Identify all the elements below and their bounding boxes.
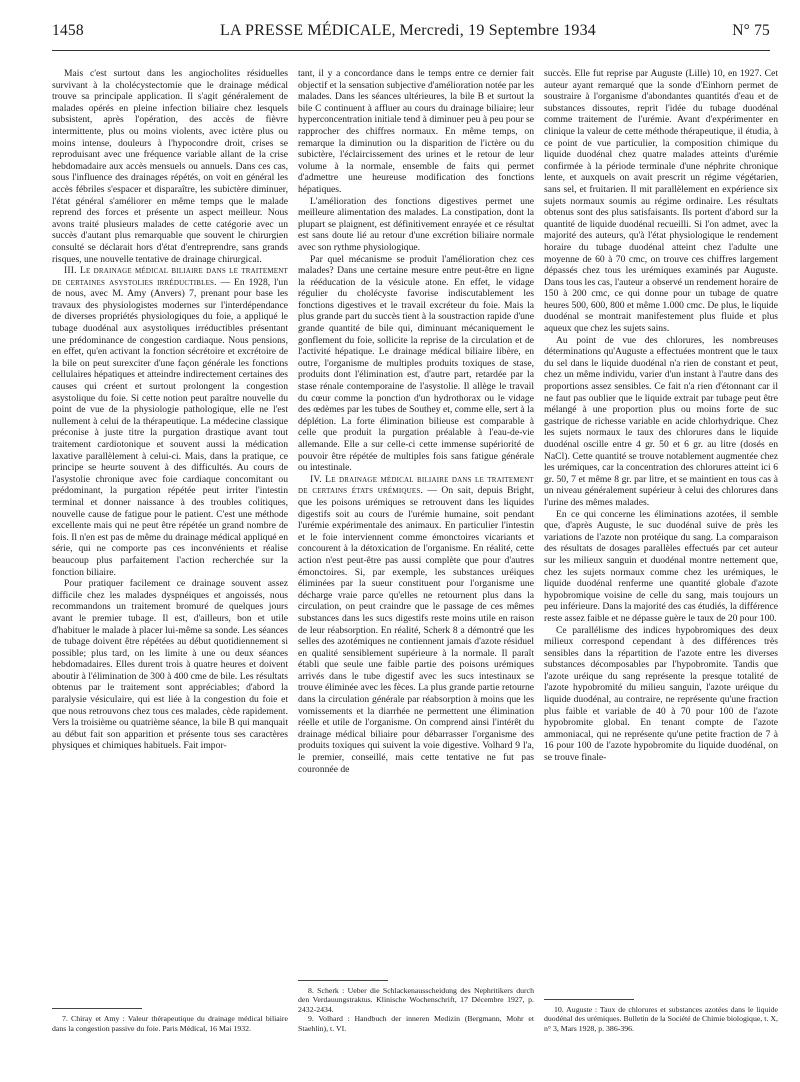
journal-name: LA PRESSE MÉDICALE [220,22,392,39]
paragraph [544,509,778,625]
column-2-text [298,68,534,988]
footnote: 10. Auguste : Taux de chlorures et substances azotées dans le liquide duodénal des urémiques. Bulletin de la Société de Chimie biologique, t. X, n° 3, Mars 1928, p. 386-396. [544,1004,778,1033]
column-3-text [544,68,778,988]
footnote: 8. Scherk : Ueber die Schlackenausscheidung des Nephritikers durch den Verdauungstraktus. Klinische Wochenschrift, 17 Décembre 1927, p. 2432-2434. [298,985,534,1014]
column-2 [298,68,534,1033]
paragraph [52,265,288,578]
paragraph-text: — On sait, depuis Bright, que les poisons urémiques se retrouvent dans les liquides digestifs soit au cours de l'urémie humaine, soit pendant l'urémie expérimentale des animaux. En particulier l'intestin et le foie interviennent comme émonctoires vicariants et concourent à la détoxication de l'organisme. En réalité, cette action n'est peut-être pas aussi complète que pour d'autres émonctoires. Si, par exemple, les substances uréiques éliminées par la sueur constituent pour l'organisme une décharge vraie parce qu'elles ne retournent plus dans la circulation, on peut craindre que le passage de ces mêmes substances dans les sucs digestifs reste moins utile en raison de leur réabsorption. En réalité, Scherk 8 a démontré que les selles des azotémiques ne contiennent jamais d'azote résiduel en qualité sensiblement supérieure à la normale. Il paraît établi que seule une faible partie des poisons urémiques arrivés dans le tube digestif avec les sucs intestinaux se trouve éliminée avec les fèces. La plus grande partie retourne dans la circulation générale par réabsorption à moins que les vomissements et la diarrhée ne permettent une élimination réelle et utile de l'organisme. On comprend ainsi l'intérêt du drainage médical biliaire pour débarrasser l'organisme des produits toxiques qui suivent la voie digestive. Volhard 9 l'a, le premier, conseillé, mais cette tentative ne fut pas couronnée de [298,485,534,775]
section-heading: IV. Le drainage médical biliaire dans le traitement de certains états urémiques. [298,473,534,497]
footnote: 9. Volhard : Handbuch der inneren Medizin (Bergmann, Mohr et Staehlin), t. VI. [298,1014,534,1033]
section-heading: III. Le drainage médical biliaire dans le traitement de certaines asystolies irréductibles. [52,265,288,288]
page-header [52,22,770,46]
paragraph [544,625,778,764]
paragraph [298,196,534,254]
issue-number: N° 75 [732,22,770,39]
paragraph-text: — En 1928, l'un de nous, avec M. Amy (Anvers) 7, prenant pour base les travaux des physiologistes modernes sur l'interdépendance de diverses propriétés physiologiques du foie, a appliqué le tubage duodénal aux asystoliques irréductibles présentant une prédominance de congestion cardiaque. Nous pensions, en effet, qu'en activant la fonction sécrétoire et excrétoire de la bile on peut surexciter d'une façon générale les fonctions cellulaires hépatiques et atteindre indirectement certaines des causes qui créent et surtout prolongent la congestion asystolique du foie. Si cette notion peut paraître nouvelle du point de vue de la physiologie pathologique, elle ne l'est nullement à celui de la thérapeutique. La médecine classique préconise à juste titre la purgation drastique avant tout traitement cardiotonique et souvent aussi la médication laxative parallèlement à celui-ci. Mais, dans la pratique, ce principe se heurte souvent à des difficultés. Au cours de l'asystolie chronique avec foie cardiaque concomitant ou prédominant, la purgation répétée peut irriter l'intestin terminal et donner naissance à des troubles colitiques, nouvelle cause de fatigue pour le patient. C'est une méthode excellente mais qui ne peut être répétée un grand nombre de fois. Il n'en est pas de même du drainage médical appliqué en série, qui ne comporte pas ces inconvénients et réalise beaucoup plus parfaitement l'action recherchée sur la fonction biliaire. [52,276,288,578]
header-rule [52,50,770,51]
column-1-footnotes [52,1008,288,1033]
issue-date: Mercredi, 19 Septembre 1934 [399,22,597,39]
footnote: 7. Chiray et Amy : Valeur thérapeutique du drainage médical biliaire dans la congestion passive du foie. Paris Médical, 16 Mai 1932. [52,1014,288,1033]
paragraph [52,578,288,752]
paragraph-text: Au point de vue des chlorures, les nombreuses déterminations qu'Auguste a effectuées montrent que le taux du sel dans le liquide duodénal n'a rien de constant et peut, chez un même individu, varier d'un instant à l'autre dans des proportions assez sensibles. Ce fait n'a rien d'étonnant car il ne faut pas oublier que le liquide extrait par tubage peut être mélangé à une proportion plus ou moins forte de suc gastrique de richesse variable en acide chlorhydrique. Chez les sujets normaux le taux des chlorures dans le liquide duodénal oscille entre 4 gr. 50 et 6 gr. au litre (dosés en NaCl). Cette quantité se trouve notablement augmentée chez les urémiques, car la concentration des chlorures atteint ici 6 gr. 50, 7 et même 8 gr. par litre, et se maintient en tous cas à un niveau généralement supérieur à celui des chlorures dans l'urine des mêmes malades. [544,334,778,508]
paragraph-text: tant, il y a concordance dans le temps entre ce dernier fait objectif et la sensation subjective d'amélioration notée par les malades. Dans les séances ultérieures, la bile B et surtout la bile C continuent à affluer au cours du drainage biliaire; leur hyperconcentration initiale tend à diminuer peu à peu pour se rapprocher des chiffres normaux. En même temps, on remarque la diminution ou la disparition de l'ictère ou du subictère, l'éclaircissement des urines et le retour de leur volume à la normale, ensemble de faits qui permet d'admettre une heureuse modification des fonctions hépatiques. [298,68,534,195]
paragraph-text: succès. Elle fut reprise par Auguste (Lille) 10, en 1927. Cet auteur ayant remarqué que la sonde d'Einhorn permet de soustraire à l'organisme d'abondantes quantités d'eau et de substances dissoutes, reprit l'idée du tubage duodénal comme traitement de l'urémie. Avant d'expérimenter en clinique la valeur de cette méthode thérapeutique, il étudia, à ce point de vue particulier, la composition chimique du liquide duodénal chez quatre malades atteints d'urémie confirmée à la période terminale d'une néphrite chronique lente, et auxquels on avait prescrit un régime végétarien, sans sel, et fruitarien. Il mit parallèlement en expérience six sujets normaux soumis au régime ordinaire. Les résultats obtenus sont des plus satisfaisants. Ils portent d'abord sur la quantité de liquide duodénal recueilli. Si l'on admet, avec la majorité des auteurs, qu'à l'état physiologique le rendement horaire du tubage duodénal atteint chez l'adulte une moyenne de 60 à 70 cmc, on trouve ces chiffres largement dépassés chez tous les urémiques examinés par Auguste. Dans tous les cas, l'auteur a observé un rendement horaire de 150 à 200 cmc, ce qui donne pour un tubage de quatre heures 500, 600, 800 et même 1.000 cmc. De plus, le liquide duodénal se montrait manifestement plus fluide et plus aqueux que chez les sujets sains. [544,68,778,335]
page-number: 1458 [52,22,84,39]
paragraph [298,68,534,196]
paragraph-text: Par quel mécanisme se produit l'amélioration chez ces malades? Dans une certaine mesure entre peut-être en ligne la rééducation de la vésicule atone. En effet, le vidage régulier du cholécyste favorise indiscutablement les fonctions digestives et le travail excréteur du foie. Mais la plus grande part du succès tient à la soustraction rapide d'une grande quantité de bile qui, diminuant mécaniquement le gonflement du foie, sollicite la reprise de la circulation et de l'activité hépatique. Le drainage médical biliaire libère, en outre, l'organisme de multiples produits toxiques de stase, produits dont l'élimination est, d'autre part, retardée par la stase rénale contemporaine de l'asystolie. Il allège le travail du cœur comme la ponction d'un hydrothorax ou le vidage des œdèmes par les tubes de Southey et, comme elle, sert à la déplétion. La forte élimination bilieuse est comparable à celle que produit la purgation préalable à l'eau-de-vie allemande. Elle a sur celle-ci cette immense supériorité de pouvoir être répétée de multiples fois sans fatigue générale ou intestinale. [298,253,534,474]
column-3 [544,68,778,1033]
paragraph [298,254,534,474]
paragraph-text: Ce parallélisme des indices hypobromiques des deux milieux correspond cependant à des différences très sensibles dans la répartition de l'azote entre les diverses substances décomposables par l'hypobromite. Tandis que l'azote uréique du sang représente la presque totalité de l'azote hypobromité du milieu sanguin, l'azote uréique du liquide duodénal, au contraire, ne représente qu'une fraction plus faible et variable de 40 à 70 pour 100 de l'azote hypobromite global. En tenant compte de l'azote ammoniacal, qui ne représente qu'une petite fraction de 7 à 16 pour 100 de l'azote hypobromite du liquide duodénal, on se trouve finale- [544,624,778,764]
paragraph [544,68,778,335]
column-2-footnotes [298,980,534,1033]
journal-title-line: LA PRESSE MÉDICALE, Mercredi, 19 Septembre 1934 [220,22,597,39]
column-1-text [52,68,288,988]
paragraph-text: Mais c'est surtout dans les angiocholites résiduelles survivant à la cholécystectomie que le drainage médical trouve sa principale application. Il s'agit généralement de malades opérés en pleine infection biliaire chez lesquels subsistent, après l'opération, des accès de fièvre intermittente, plus ou moins violents, avec ictère plus ou moins intense, douleurs à l'hypocondre droit, crises se reproduisant avec une fréquence variable allant de la crise hebdomadaire aux accès mensuels ou annuels. Dans ces cas, sous l'influence des drainages répétés, on voit en général les accès fébriles s'espacer et disparaître, les subictère diminuer, l'état général s'améliorer en même temps que le malade reprend des forces et présente un aspect meilleur. Nous avons traité plusieurs malades de cette catégorie avec un succès d'autant plus remarquable que souvent le chirurgien consulté se déclarait hors d'état d'entreprendre, sans grands risques, une nouvelle tentative de drainage chirurgical. [52,68,288,265]
paragraph-text: L'amélioration des fonctions digestives permet une meilleure alimentation des malades. La constipation, dont la plupart se plaignent, est définitivement enrayée et ce résultat est sans doute lié au retour d'une excrétion biliaire normale avec son rythme physiologique. [298,195,534,253]
paragraph [52,68,288,265]
paragraph-text: En ce qui concerne les éliminations azotées, il semble que, d'après Auguste, le suc duodénal suive de près les variations de l'azote non protéique du sang. La comparaison des résultats de dosages parallèles effectués par cet auteur sur les milieux sanguin et duodénal montre nettement que, chez les sujets normaux comme chez les urémiques, le liquide duodénal renferme une quantité globale d'azote hypobromique voisine de celle du sang, mais toujours un peu inférieure. Dans la majorité des cas étudiés, la différence reste assez faible et ne dépasse guère le taux de 20 pour 100. [544,508,778,624]
paragraph-text: Pour pratiquer facilement ce drainage souvent assez difficile chez les malades dyspnéiques et angoissés, nous recommandons un traitement bromuré de quelques jours avant le premier tubage. Il est, d'ailleurs, bon et utile d'habituer le malade à placer lui-même sa sonde. Les séances de tubage doivent être répétées au début quotidiennement si possible; plus tard, on les limite à une ou deux séances hebdomadaires. Elles durent trois à quatre heures et doivent aboutir à l'élimination de 300 à 400 cme de bile. Les résultats obtenus par le traitement sont appréciables; d'abord la paralysie vésiculaire, qui est liée à la congestion du foie et que nous retrouvons chez tous ces malades, cède rapidement. Vers la troisième ou quatrième séance, la bile B qui manquait au début fait son apparition et présente tous ses caractères physiques et chimiques habituels. Fait impor- [52,578,288,752]
paragraph [544,335,778,509]
column-1 [52,68,288,1033]
column-3-footnotes [544,999,778,1033]
paragraph [298,474,534,775]
